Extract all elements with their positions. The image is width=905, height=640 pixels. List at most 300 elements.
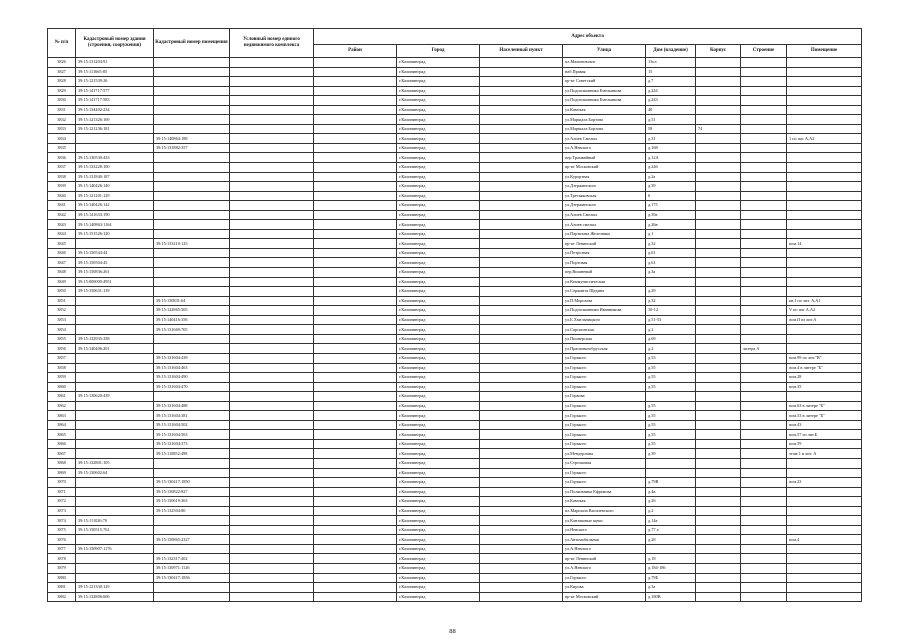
cell-house: 6 (646, 191, 696, 201)
cell-street: ул.Алиев Смелых (563, 134, 646, 144)
cell-house: д.184-186 (646, 563, 696, 573)
cell-settlement (480, 268, 563, 278)
cell-building-cadastral (76, 487, 154, 497)
cell-room-cadastral (154, 544, 230, 554)
table-row (48, 296, 862, 306)
cell-district (314, 439, 397, 449)
cell-city: г.Калининград (397, 163, 480, 173)
cell-building-cadastral: 39:15:150504:45 (76, 258, 154, 268)
cell-number: 3838 (48, 172, 76, 182)
cell-number: 3839 (48, 182, 76, 192)
cell-complex-conditional (230, 535, 314, 545)
cell-complex-conditional (230, 96, 314, 106)
cell-building-cadastral (76, 401, 154, 411)
cell-room (787, 544, 862, 554)
table-row (48, 58, 862, 68)
cell-complex-conditional (230, 210, 314, 220)
cell-district (314, 535, 397, 545)
cell-korpus (696, 363, 741, 373)
cell-room: пом.57 из лит.Б (787, 430, 862, 440)
cell-district (314, 248, 397, 258)
cell-building-cadastral: 39:15:150515:761 (76, 525, 154, 535)
cell-complex-conditional (230, 401, 314, 411)
cell-room (787, 506, 862, 516)
cell-building (741, 287, 787, 297)
cell-city: г.Калининград (397, 468, 480, 478)
cell-settlement (480, 363, 563, 373)
cell-building (741, 373, 787, 383)
cell-korpus (696, 392, 741, 402)
cell-street: пр-кт Ленинский (563, 239, 646, 249)
cell-building-cadastral (76, 563, 154, 573)
cell-city: г.Калининград (397, 583, 480, 593)
cell-building (741, 592, 787, 602)
cell-district (314, 392, 397, 402)
cell-korpus (696, 497, 741, 507)
cell-room-cadastral (154, 163, 230, 173)
cell-settlement (480, 563, 563, 573)
cell-settlement (480, 516, 563, 526)
cell-number: 3828 (48, 77, 76, 87)
cell-settlement (480, 58, 563, 68)
cell-korpus (696, 439, 741, 449)
cell-korpus (696, 96, 741, 106)
cell-building-cadastral (76, 506, 154, 516)
cell-street: ул.Партизана Железняка (563, 229, 646, 239)
cell-house: д.1 (646, 229, 696, 239)
cell-korpus (696, 153, 741, 163)
cell-street: ул.А.Невского (563, 544, 646, 554)
cell-house: д.79В (646, 478, 696, 488)
cell-building-cadastral (76, 382, 154, 392)
cell-complex-conditional (230, 468, 314, 478)
cell-house: д.246 (646, 163, 696, 173)
cell-room: пом.II из лит.А (787, 315, 862, 325)
cell-house: д.55 (646, 373, 696, 383)
cell-settlement (480, 449, 563, 459)
cell-street: пр-кт Советский (563, 77, 646, 87)
cell-building (741, 239, 787, 249)
cell-building-cadastral: 39:15:111026:70 (76, 516, 154, 526)
table-row (48, 163, 862, 173)
cell-korpus (696, 525, 741, 535)
cell-city: г.Калининград (397, 563, 480, 573)
cell-city: г.Калининград (397, 344, 480, 354)
cell-district (314, 458, 397, 468)
table-row (48, 134, 862, 144)
cell-room (787, 258, 862, 268)
cell-house: д.32 (646, 239, 696, 249)
cell-number: 3854 (48, 325, 76, 335)
cell-complex-conditional (230, 506, 314, 516)
cell-street: ул.Третьяковская (563, 191, 646, 201)
cell-city: г.Калининград (397, 554, 480, 564)
cell-district (314, 430, 397, 440)
cell-city: г.Калининград (397, 525, 480, 535)
cell-room (787, 201, 862, 211)
header-number: № п/п (48, 29, 76, 58)
cell-house: д.55 (646, 420, 696, 430)
cell-city: г.Калининград (397, 439, 480, 449)
cell-settlement (480, 248, 563, 258)
table-row (48, 573, 862, 583)
cell-building (741, 468, 787, 478)
cell-number: 3840 (48, 191, 76, 201)
cell-settlement (480, 105, 563, 115)
cell-room-cadastral: 39:15:140416:356 (154, 315, 230, 325)
cell-settlement (480, 411, 563, 421)
header-settlement: Населенный пункт (480, 45, 563, 58)
cell-city: г.Калининград (397, 77, 480, 87)
cell-room: пом.59 (787, 439, 862, 449)
cell-room (787, 563, 862, 573)
cell-district (314, 592, 397, 602)
cell-complex-conditional (230, 516, 314, 526)
cell-building-cadastral (76, 306, 154, 316)
cell-room (787, 573, 862, 583)
cell-number: 3841 (48, 201, 76, 211)
cell-building-cadastral: 39:15:151526:120 (76, 229, 154, 239)
table-row (48, 449, 862, 459)
cell-house: д.28 (646, 535, 696, 545)
cell-korpus (696, 487, 741, 497)
table-row (48, 363, 862, 373)
cell-settlement (480, 258, 563, 268)
cell-building (741, 268, 787, 278)
cell-street: ул.А.Невского (563, 563, 646, 573)
cell-korpus (696, 325, 741, 335)
cell-room (787, 143, 862, 153)
cell-room (787, 67, 862, 77)
cell-complex-conditional (230, 592, 314, 602)
cell-street: ул.Горького (563, 363, 646, 373)
cell-building-cadastral: 39:15:141717:583 (76, 96, 154, 106)
cell-district (314, 478, 397, 488)
cell-city: г.Калининград (397, 239, 480, 249)
cell-complex-conditional (230, 77, 314, 87)
cell-room (787, 583, 862, 593)
cell-street: ул.Дзержинского (563, 182, 646, 192)
cell-settlement (480, 583, 563, 593)
cell-room-cadastral (154, 229, 230, 239)
cell-street: ул.Марщала Борзова (563, 115, 646, 125)
cell-street: ул.Горького (563, 478, 646, 488)
table-row (48, 153, 862, 163)
table-row (48, 86, 862, 96)
cell-room-cadastral (154, 201, 230, 211)
cell-district (314, 449, 397, 459)
cell-complex-conditional (230, 143, 314, 153)
cell-house: д.175 (646, 201, 696, 211)
cell-district (314, 67, 397, 77)
cell-complex-conditional (230, 277, 314, 287)
cell-building-cadastral (76, 315, 154, 325)
cell-korpus (696, 201, 741, 211)
cell-city: г.Калининград (397, 172, 480, 182)
cell-room-cadastral: 39:15:131604:490 (154, 373, 230, 383)
cell-room-cadastral: 39:15:150619:363 (154, 497, 230, 507)
cell-city: г.Калининград (397, 544, 480, 554)
cell-building-cadastral: 39:15:150631:139 (76, 287, 154, 297)
cell-building-cadastral (76, 497, 154, 507)
cell-number: 3849 (48, 277, 76, 287)
cell-room-cadastral: 39:15:130971:1126 (154, 563, 230, 573)
cell-building (741, 583, 787, 593)
cell-room: пом.63 в литере "Б" (787, 401, 862, 411)
cell-number: 3867 (48, 449, 76, 459)
cell-house: д.26в (646, 220, 696, 230)
cell-number: 3882 (48, 592, 76, 602)
cell-settlement (480, 439, 563, 449)
cell-settlement (480, 220, 563, 230)
cell-room (787, 344, 862, 354)
cell-settlement (480, 353, 563, 363)
cell-building (741, 411, 787, 421)
cell-district (314, 105, 397, 115)
cell-house: д.3а (646, 268, 696, 278)
cell-room (787, 191, 862, 201)
cell-street: наб.Правая (563, 67, 646, 77)
cell-city: г.Калининград (397, 420, 480, 430)
table-row (48, 220, 862, 230)
cell-district (314, 344, 397, 354)
cell-house: д.2 (646, 344, 696, 354)
cell-district (314, 96, 397, 106)
cell-building-cadastral: 39:15:131204:91 (76, 58, 154, 68)
cell-district (314, 411, 397, 421)
cell-house: д.79Б (646, 573, 696, 583)
cell-house: 58 (646, 124, 696, 134)
cell-korpus (696, 373, 741, 383)
cell-number: 3872 (48, 497, 76, 507)
cell-building-cadastral: 39:15:130620:439 (76, 392, 154, 402)
cell-building-cadastral (76, 420, 154, 430)
cell-city: г.Калининград (397, 573, 480, 583)
cell-house: д.51 (646, 115, 696, 125)
table-row (48, 229, 862, 239)
cell-room-cadastral: 39:15:150831:64 (154, 296, 230, 306)
cell-building-cadastral (76, 573, 154, 583)
cell-city: г.Калининград (397, 363, 480, 373)
cell-house: д.39 (646, 182, 696, 192)
cell-district (314, 115, 397, 125)
cell-street: ул.Горького (563, 439, 646, 449)
cell-street: ул.Камская (563, 105, 646, 115)
cell-room: пом.23 (787, 478, 862, 488)
cell-korpus (696, 220, 741, 230)
cell-district (314, 497, 397, 507)
table-row (48, 497, 862, 507)
header-building-cadastral: Кадастровый номер здания (строения, сооружения) (76, 29, 154, 58)
cell-street: ул.Алиев смелых (563, 220, 646, 230)
cell-district (314, 163, 397, 173)
cell-building (741, 67, 787, 77)
cell-street: ул.Горького (563, 382, 646, 392)
cell-street: ул.Кирова (563, 583, 646, 593)
cell-number: 3834 (48, 134, 76, 144)
cell-city: г.Калининград (397, 105, 480, 115)
cell-complex-conditional (230, 306, 314, 316)
cell-number: 3860 (48, 382, 76, 392)
cell-building-cadastral: 39:15:121330:129 (76, 583, 154, 593)
cell-building-cadastral: 39:15:140426:140 (76, 182, 154, 192)
cell-room: 1 по пас А,А2 (787, 134, 862, 144)
cell-room-cadastral: 39:15:150865:2327 (154, 535, 230, 545)
cell-building (741, 77, 787, 87)
cell-room: пом.4 (787, 535, 862, 545)
cell-complex-conditional (230, 67, 314, 77)
cell-building (741, 535, 787, 545)
cell-street: ул.Горького (563, 573, 646, 583)
cell-building-cadastral (76, 411, 154, 421)
cell-district (314, 583, 397, 593)
cell-building-cadastral (76, 353, 154, 363)
cell-street: ул.Пионерская (563, 334, 646, 344)
cell-settlement (480, 554, 563, 564)
cell-building-cadastral: 39:15:133228:100 (76, 163, 154, 173)
cell-number: 3836 (48, 153, 76, 163)
cell-korpus (696, 277, 741, 287)
cell-city: г.Калининград (397, 516, 480, 526)
cell-settlement (480, 468, 563, 478)
table-row (48, 258, 862, 268)
cell-district (314, 516, 397, 526)
cell-complex-conditional (230, 382, 314, 392)
cell-building-cadastral: 39:15:150544:44 (76, 248, 154, 258)
header-building: Строение (741, 45, 787, 58)
cell-room: пом.28 (787, 373, 862, 383)
cell-korpus (696, 449, 741, 459)
cell-settlement (480, 325, 563, 335)
cell-korpus (696, 420, 741, 430)
cell-building (741, 124, 787, 134)
cell-korpus (696, 506, 741, 516)
cell-building-cadastral: 39:15:111665:85 (76, 67, 154, 77)
cell-building (741, 458, 787, 468)
table-row (48, 248, 862, 258)
table-row (48, 287, 862, 297)
cell-complex-conditional (230, 163, 314, 173)
cell-room (787, 277, 862, 287)
cell-settlement (480, 506, 563, 516)
cell-room-cadastral (154, 96, 230, 106)
cell-room-cadastral (154, 525, 230, 535)
cell-city: г.Калининград (397, 58, 480, 68)
cell-room-cadastral: 39:15:131604:563 (154, 430, 230, 440)
header-address-group: Адрес объекта (314, 29, 862, 45)
cell-room (787, 77, 862, 87)
cell-room-cadastral (154, 220, 230, 230)
cell-number: 3861 (48, 392, 76, 402)
cell-room-cadastral: 39:15:131604:439 (154, 353, 230, 363)
cell-complex-conditional (230, 344, 314, 354)
cell-building (741, 258, 787, 268)
cell-city: г.Калининград (397, 458, 480, 468)
cell-district (314, 258, 397, 268)
cell-street: пр-кт Ленинский (563, 554, 646, 564)
cell-building-cadastral (76, 554, 154, 564)
cell-house: д.2 (646, 325, 696, 335)
cell-city: г.Калининград (397, 296, 480, 306)
cell-room-cadastral: 39:15:132504:80 (154, 506, 230, 516)
cell-korpus (696, 229, 741, 239)
cell-room-cadastral: 39:15:131604:463 (154, 363, 230, 373)
cell-house: д.18 (646, 554, 696, 564)
cell-number: 3873 (48, 506, 76, 516)
cell-district (314, 544, 397, 554)
cell-building-cadastral: 39:15:150836:261 (76, 268, 154, 278)
table-row (48, 401, 862, 411)
table-row (48, 277, 862, 287)
cell-settlement (480, 478, 563, 488)
cell-building (741, 134, 787, 144)
cell-house: д.55 (646, 439, 696, 449)
cell-complex-conditional (230, 478, 314, 488)
cell-street: ул.Горького (563, 430, 646, 440)
cell-building (741, 191, 787, 201)
cell-city: г.Калининград (397, 96, 480, 106)
cell-building: литера А (741, 344, 787, 354)
cell-city: г.Калининград (397, 86, 480, 96)
cell-number: 3869 (48, 468, 76, 478)
cell-building-cadastral (76, 430, 154, 440)
cell-building (741, 334, 787, 344)
cell-room (787, 210, 862, 220)
cell-building (741, 229, 787, 239)
cell-room-cadastral (154, 583, 230, 593)
cell-room (787, 182, 862, 192)
cell-city: г.Калининград (397, 592, 480, 602)
cell-city: г.Калининград (397, 373, 480, 383)
cell-settlement (480, 182, 563, 192)
cell-building-cadastral (76, 535, 154, 545)
cell-building-cadastral (76, 449, 154, 459)
cell-settlement (480, 163, 563, 173)
cell-settlement (480, 573, 563, 583)
table-row (48, 516, 862, 526)
cell-building-cadastral: 39:15:121539:26 (76, 77, 154, 87)
cell-room-cadastral (154, 258, 230, 268)
cell-room (787, 554, 862, 564)
table-row (48, 143, 862, 153)
cell-complex-conditional (230, 182, 314, 192)
cell-city: г.Калининград (397, 67, 480, 77)
cell-city: г.Калининград (397, 210, 480, 220)
cell-district (314, 201, 397, 211)
table-row (48, 468, 862, 478)
cell-house: д.55 (646, 411, 696, 421)
cell-room (787, 115, 862, 125)
cell-room (787, 287, 862, 297)
cell-building-cadastral: 39:15:130602:64 (76, 468, 154, 478)
cell-building (741, 506, 787, 516)
cell-settlement (480, 525, 563, 535)
cell-korpus (696, 77, 741, 87)
table-row (48, 430, 862, 440)
cell-house: д.77 а (646, 525, 696, 535)
cell-complex-conditional (230, 411, 314, 421)
table-row (48, 563, 862, 573)
cell-building (741, 172, 787, 182)
cell-street: пл.Мамоновское (563, 58, 646, 68)
table-row (48, 382, 862, 392)
cell-building (741, 248, 787, 258)
cell-complex-conditional (230, 58, 314, 68)
cell-building-cadastral (76, 373, 154, 383)
cell-city: г.Калининград (397, 124, 480, 134)
cell-complex-conditional (230, 544, 314, 554)
registry-sheet (47, 28, 861, 602)
